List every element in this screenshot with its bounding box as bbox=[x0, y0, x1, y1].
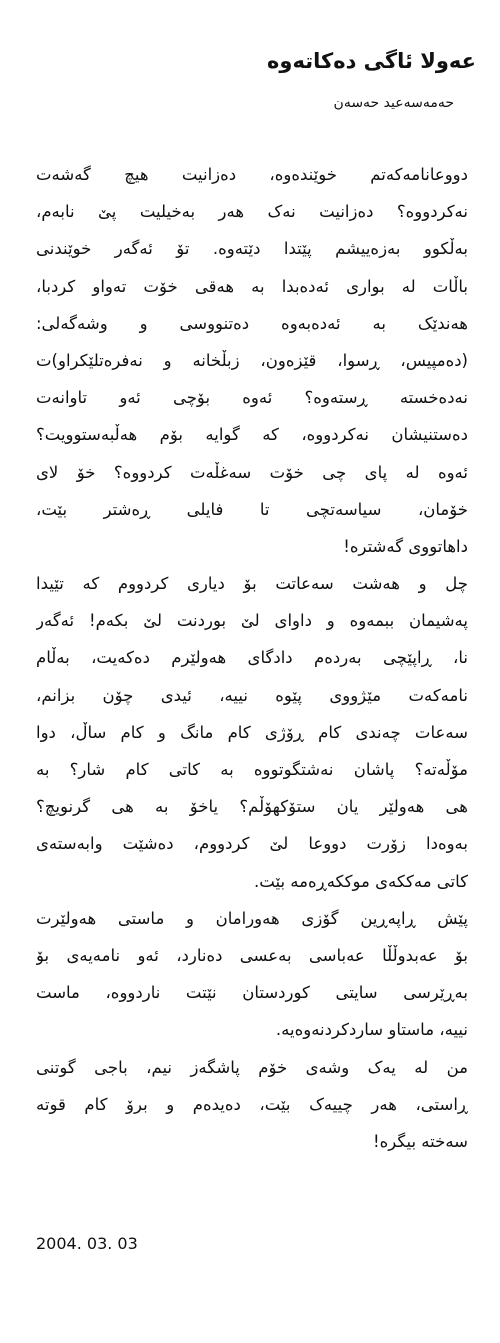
body-line: مۆڵەتە؟ پاشان نەشتگوتووە بە کاتی کام شار؟ بە bbox=[36, 760, 468, 779]
body-line: کاتی مەککەی موککەڕەمە بێت. bbox=[254, 871, 468, 891]
article-body bbox=[36, 156, 468, 1160]
body-line: ڕاستی، هەر چییەک بێت، دەیدەم و برۆ کام قوتە bbox=[36, 1094, 468, 1114]
body-line: هەندێک بە ئەدەبەوە دەتنووسی و وشەگەلی: bbox=[36, 313, 468, 333]
body-line: خۆمان، سیاسەتچی تا فایلی ڕەشتر بێت، bbox=[36, 499, 468, 519]
body-line: نەدەخستە ڕستەوە؟ ئەوە بۆچی ئەو تاوانەت bbox=[36, 388, 468, 408]
author-name: حەمەسەعید حەسەن bbox=[333, 95, 454, 111]
body-line: پەشیمان ببمەوە و داوای لێ بوردنت لێ بکەم! ئەگەر bbox=[36, 611, 468, 631]
body-line: نامەکەت مێژووی پێوە نییە، ئیدی چۆن بزانم، bbox=[36, 685, 468, 705]
body-line: سەعات چەندی کام ڕۆژی کام مانگ و کام ساڵ، دوا bbox=[36, 722, 468, 742]
body-line: دەستنیشان نەکردووە، کە گوایە بۆم هەڵبەستوویت؟ bbox=[36, 425, 468, 445]
body-line: بەڕێرسی سایتی کوردستان نێتت ناردووە، ماست bbox=[36, 983, 468, 1003]
body-line: (دەمپیس، ڕسوا، قێزەون، زبڵخانە و نەفرەتلێکراو)ت bbox=[36, 350, 468, 370]
body-line: چل و هەشت سەعاتت بۆ دیاری کردووم کە تێیدا bbox=[36, 574, 468, 594]
body-line: بەڵکوو بەزەییشم پێتدا دێتەوە. تۆ ئەگەر خوێندنی bbox=[36, 239, 468, 259]
article-date: 2004. 03. 03 bbox=[36, 1234, 138, 1253]
body-line: نییە، ماستاو ساردکردنەوەیە. bbox=[275, 1020, 468, 1040]
body-line: من لە یەک وشەی خۆم پاشگەز نیم، باجی گوتنی bbox=[36, 1057, 468, 1077]
body-line: پێش ڕاپەڕین گۆزی هەورامان و ماستی هەولێرت bbox=[36, 908, 468, 928]
article-title: عەولا ئاگی دەکاتەوە bbox=[267, 49, 476, 73]
body-line: سەختە بیگرە! bbox=[373, 1131, 468, 1151]
body-line: بەوەدا زۆرت دووعا لێ کردووم، دەشێت وابەستەی bbox=[36, 834, 468, 854]
body-line: دووعانامەکەتم خوێندەوە، دەزانیت هیچ گەشەت bbox=[36, 165, 468, 184]
body-line: بۆ عەبدوڵڵا عەباسی بەعسی دەنارد، ئەو نامەیەی بۆ bbox=[36, 945, 468, 965]
body-line: داهاتووی گەشترە! bbox=[343, 536, 468, 556]
body-line: نا، ڕاپێچی بەردەم دادگای هەولێرم دەکەیت، بەڵام bbox=[36, 648, 468, 668]
body-line: نەکردووە؟ دەزانیت نەک هەر بەخیلیت پێ نابەم، bbox=[36, 202, 468, 222]
body-line: باڵات لە بواری ئەدەبدا بە هەقی خۆت تەواو کردبا، bbox=[36, 276, 468, 296]
body-line: ئەوە لە پای چی خۆت سەغڵەت کردووە؟ خۆ لای bbox=[36, 462, 468, 482]
body-line: هی هەولێر یان ستۆکهۆڵم؟ یاخۆ بە هی گرنویچ؟ bbox=[36, 797, 468, 817]
